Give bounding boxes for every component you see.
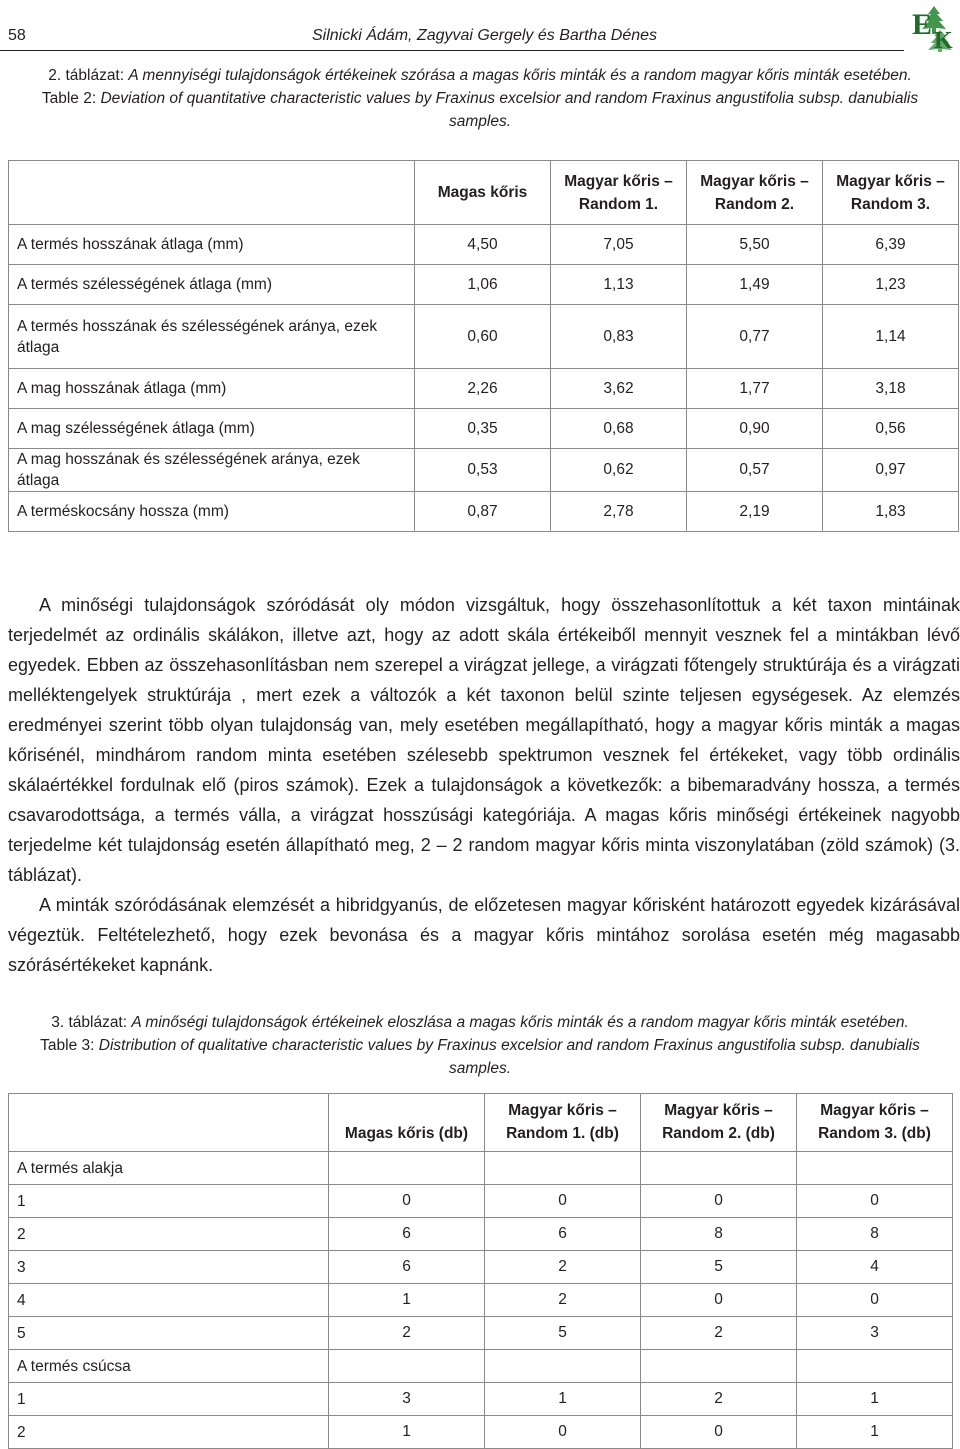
table3-header-row	[9, 1094, 953, 1152]
table-cell: 1,77	[687, 369, 823, 409]
table2-caption-en: Deviation of quantitative characteristic values by Fraxinus excelsior and random Fraxinus angustifolia subsp. danubialis samples.	[100, 90, 919, 130]
table-cell: 2,26	[415, 369, 551, 409]
empty-cell	[797, 1152, 953, 1185]
empty-cell	[485, 1350, 641, 1383]
table3-caption-label-en: Table 3:	[40, 1037, 95, 1054]
row-label: A termés szélességének átlaga (mm)	[9, 265, 415, 305]
table-row	[9, 1251, 953, 1284]
page-header	[0, 0, 960, 56]
table-cell: 6	[329, 1251, 485, 1284]
table-cell: 0,60	[415, 305, 551, 369]
table-cell: 0,53	[415, 449, 551, 492]
table-row	[9, 265, 959, 305]
table-cell: 0	[485, 1416, 641, 1449]
table-cell: 5	[641, 1251, 797, 1284]
table-cell: 0,56	[823, 409, 959, 449]
table2-caption-label-hu: 2. táblázat:	[48, 67, 125, 84]
table-cell: 1	[797, 1383, 953, 1416]
row-label: 4	[9, 1284, 329, 1317]
table-cell: 2	[641, 1383, 797, 1416]
table3-column-header	[9, 1094, 329, 1152]
table-cell: 0	[485, 1185, 641, 1218]
table3-caption-en: Distribution of qualitative characteristic values by Fraxinus excelsior and random Fraxinus angustifolia subsp. danubialis samples.	[98, 1037, 920, 1077]
empty-cell	[329, 1350, 485, 1383]
table3-caption-hu: A minőségi tulajdonságok értékeinek eloszlása a magas kőris minták és a random magyar kőris minták esetében.	[131, 1014, 909, 1031]
table-row	[9, 1218, 953, 1251]
table-cell: 4	[797, 1251, 953, 1284]
empty-cell	[641, 1350, 797, 1383]
table-cell: 1	[329, 1416, 485, 1449]
svg-text:E: E	[912, 8, 933, 41]
table-row	[9, 449, 959, 492]
table-cell: 2,78	[551, 492, 687, 532]
body-text	[8, 590, 960, 980]
header-rule	[0, 50, 904, 51]
table-cell: 3,18	[823, 369, 959, 409]
table-group-row	[9, 1350, 953, 1383]
row-label: A mag hosszának átlaga (mm)	[9, 369, 415, 409]
table-cell: 1,06	[415, 265, 551, 305]
group-label: A termés csúcsa	[9, 1350, 329, 1383]
table3-column-header: Magas kőris (db)	[329, 1094, 485, 1152]
table-group-row	[9, 1152, 953, 1185]
row-label: 3	[9, 1251, 329, 1284]
table-row	[9, 492, 959, 532]
empty-cell	[329, 1152, 485, 1185]
row-label: 1	[9, 1383, 329, 1416]
table-cell: 2	[485, 1284, 641, 1317]
table-cell: 0	[797, 1284, 953, 1317]
table2-caption	[10, 64, 950, 133]
table2-column-header: Magyar kőris – Random 3.	[823, 161, 959, 225]
row-label: A mag szélességének átlaga (mm)	[9, 409, 415, 449]
table-cell: 3,62	[551, 369, 687, 409]
table-cell: 0	[641, 1284, 797, 1317]
table-cell: 5	[485, 1317, 641, 1350]
table-cell: 1,83	[823, 492, 959, 532]
table2-column-header: Magyar kőris – Random 1.	[551, 161, 687, 225]
row-label: 2	[9, 1218, 329, 1251]
table-cell: 0,97	[823, 449, 959, 492]
table2-header-row	[9, 161, 959, 225]
row-label: A termés hosszának és szélességének aránya, ezek átlaga	[9, 305, 415, 369]
table3-caption-label-hu: 3. táblázat:	[51, 1014, 128, 1031]
row-label: A terméskocsány hossza (mm)	[9, 492, 415, 532]
table2-column-header: Magyar kőris – Random 2.	[687, 161, 823, 225]
table3-column-header: Magyar kőris – Random 3. (db)	[797, 1094, 953, 1152]
table-cell: 0	[797, 1185, 953, 1218]
table-cell: 2	[485, 1251, 641, 1284]
empty-cell	[641, 1152, 797, 1185]
table3	[8, 1093, 953, 1449]
table-cell: 1,14	[823, 305, 959, 369]
table2	[8, 160, 959, 532]
table-cell: 0	[329, 1185, 485, 1218]
row-label: 1	[9, 1185, 329, 1218]
table-cell: 0,35	[415, 409, 551, 449]
journal-logo	[910, 4, 958, 52]
empty-cell	[797, 1350, 953, 1383]
table-cell: 1,49	[687, 265, 823, 305]
table-row	[9, 1416, 953, 1449]
table-row	[9, 1185, 953, 1218]
table-cell: 0,68	[551, 409, 687, 449]
table-row	[9, 305, 959, 369]
row-label: 2	[9, 1416, 329, 1449]
table3-column-header: Magyar kőris – Random 1. (db)	[485, 1094, 641, 1152]
running-head-authors: Silnicki Ádám, Zagyvai Gergely és Bartha Dénes	[312, 27, 658, 44]
page-number: 58	[8, 27, 26, 44]
table-row	[9, 369, 959, 409]
table-cell: 6	[329, 1218, 485, 1251]
table-row	[9, 1284, 953, 1317]
row-label: A mag hosszának és szélességének aránya, ezek átlaga	[9, 449, 415, 492]
table3-caption	[10, 1011, 950, 1080]
table-cell: 0,87	[415, 492, 551, 532]
table-row	[9, 1383, 953, 1416]
table2-column-header	[9, 161, 415, 225]
body-paragraph: A minőségi tulajdonságok szóródását oly módon vizsgáltuk, hogy összehasonlítottuk a két taxon mintáinak terjedelmét az ordinális skálákon, illetve azt, hogy az adott skála értékeiből mennyit vesznek fel a mintákban lévő egyedek. Ebben az összehasonlításban nem szerepel a virágzat jellege, a virágzati főtengely struktúrája és a virágzati melléktengelyek struktúrája , mert ezek a változók a két taxonon belül szinte teljesen egységesek. Az elemzés eredményei szerint több olyan tulajdonság van, mely esetében megállapítható, hogy a magyar kőris minták a magas kőrisénél, mindhárom random minta esetében szélesebb spektrumon vesznek fel értékeket, vagy több ordinális skálaértékkel fordulnak elő (piros számok). Ezek a tulajdonságok a következők: a bibemaradvány hossza, a termés csavarodottsága, a termés válla, a virágzat hosszúsági kategóriája. A magas kőris minőségi értékeinek nagyobb terjedelme két tulajdonság esetén állapítható meg, 2 – 2 random magyar kőris minta viszonylatában (zöld számok) (3. táblázat).	[8, 595, 960, 885]
table-cell: 2	[641, 1317, 797, 1350]
row-label: A termés hosszának átlaga (mm)	[9, 225, 415, 265]
svg-text:K: K	[934, 28, 953, 52]
table-cell: 0,83	[551, 305, 687, 369]
table-cell: 1	[797, 1416, 953, 1449]
table-cell: 6	[485, 1218, 641, 1251]
table-cell: 0,57	[687, 449, 823, 492]
row-label: 5	[9, 1317, 329, 1350]
table-cell: 2,19	[687, 492, 823, 532]
body-paragraph: A minták szóródásának elemzését a hibridgyanús, de előzetesen magyar kőrisként határozott egyedek kizárásával végeztük. Feltételezhető, hogy ezek bevonása és a magyar kőris mintához sorolása esetén még magasabb szórásértékeket kapnánk.	[8, 895, 960, 975]
table-cell: 1,23	[823, 265, 959, 305]
table3-column-header: Magyar kőris – Random 2. (db)	[641, 1094, 797, 1152]
table-cell: 4,50	[415, 225, 551, 265]
table2-column-header: Magas kőris	[415, 161, 551, 225]
group-label: A termés alakja	[9, 1152, 329, 1185]
table-cell: 5,50	[687, 225, 823, 265]
table-cell: 0,90	[687, 409, 823, 449]
table-cell: 0,62	[551, 449, 687, 492]
table-cell: 8	[797, 1218, 953, 1251]
table-row	[9, 409, 959, 449]
table-cell: 1	[485, 1383, 641, 1416]
table-cell: 1	[329, 1284, 485, 1317]
table-cell: 0	[641, 1185, 797, 1218]
table-row	[9, 225, 959, 265]
table-cell: 8	[641, 1218, 797, 1251]
table-cell: 3	[329, 1383, 485, 1416]
empty-cell	[485, 1152, 641, 1185]
table-cell: 6,39	[823, 225, 959, 265]
table-cell: 3	[797, 1317, 953, 1350]
table2-caption-hu: A mennyiségi tulajdonságok értékeinek szórása a magas kőris minták és a random magyar kőris minták esetében.	[128, 67, 912, 84]
table-cell: 2	[329, 1317, 485, 1350]
table-cell: 1,13	[551, 265, 687, 305]
table-row	[9, 1317, 953, 1350]
table2-caption-label-en: Table 2:	[41, 90, 97, 107]
table-cell: 0	[641, 1416, 797, 1449]
table-cell: 7,05	[551, 225, 687, 265]
table-cell: 0,77	[687, 305, 823, 369]
